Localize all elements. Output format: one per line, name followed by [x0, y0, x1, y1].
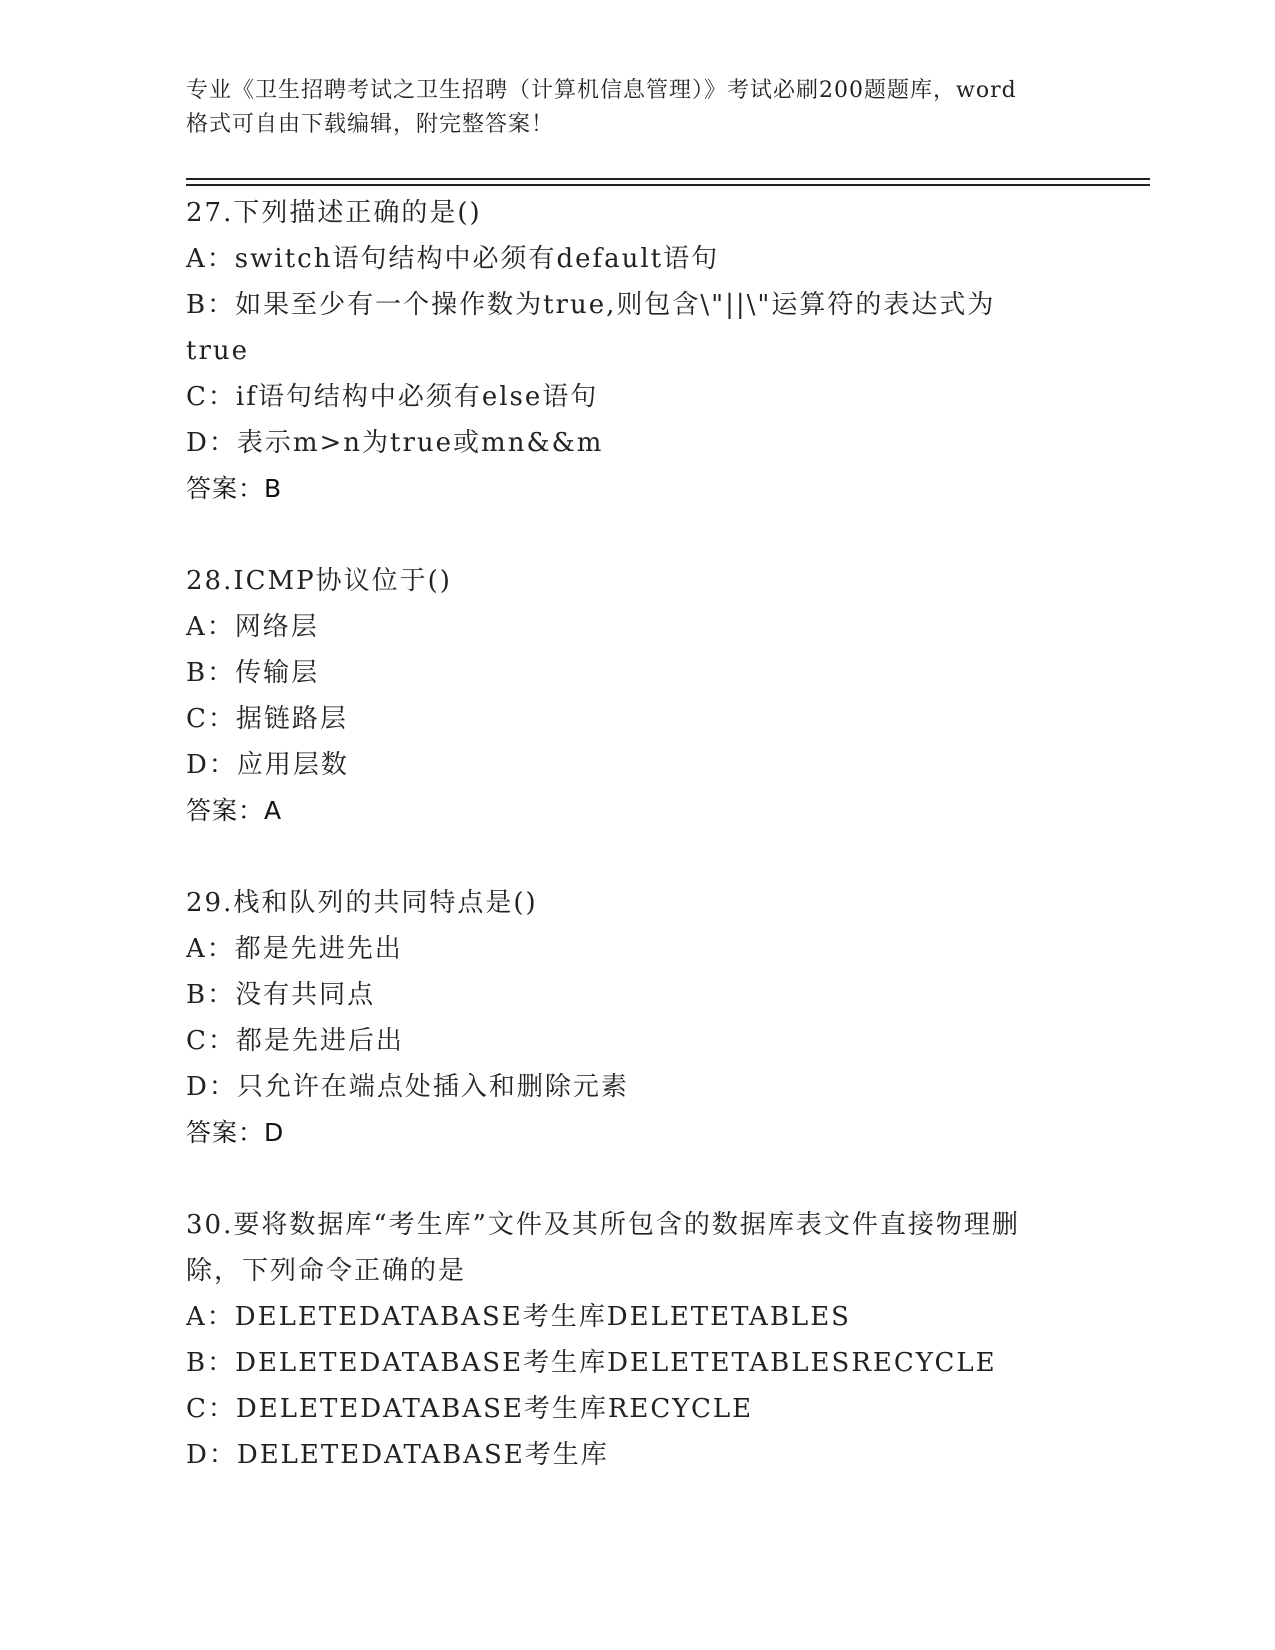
option-c: C：据链路层 — [186, 704, 348, 734]
question-29 — [186, 880, 1116, 1156]
option-d: D：只允许在端点处插入和删除元素 — [186, 1072, 629, 1102]
option-d: D：表示m>n为true或mn&&m — [186, 428, 604, 458]
question-list — [186, 190, 1116, 1524]
answer-label: 答案：A — [186, 796, 283, 825]
option-b-continued: true — [186, 336, 250, 366]
document-header — [186, 74, 1086, 142]
header-line-2: 格式可自由下载编辑，附完整答案！ — [186, 112, 555, 137]
option-a: A：switch语句结构中必须有default语句 — [186, 244, 720, 274]
option-b: B：没有共同点 — [186, 980, 376, 1010]
question-stem: 27.下列描述正确的是() — [186, 198, 482, 228]
option-c: C：if语句结构中必须有else语句 — [186, 382, 599, 412]
option-b: B：如果至少有一个操作数为true,则包含\"||\"运算符的表达式为 — [186, 290, 996, 320]
question-stem: 28.ICMP协议位于() — [186, 566, 452, 596]
question-stem: 29.栈和队列的共同特点是() — [186, 888, 538, 918]
header-line-1: 专业《卫生招聘考试之卫生招聘（计算机信息管理）》考试必刷200题题库，word — [186, 78, 1017, 103]
question-stem-continued: 除，下列命令正确的是 — [186, 1256, 467, 1286]
question-27 — [186, 190, 1116, 512]
option-a: A：都是先进先出 — [186, 934, 403, 964]
option-c: C：都是先进后出 — [186, 1026, 404, 1056]
option-d: D：DELETEDATABASE考生库 — [186, 1440, 609, 1470]
question-30 — [186, 1202, 1116, 1478]
option-d: D：应用层数 — [186, 750, 349, 780]
header-divider-bottom — [186, 184, 1150, 186]
option-b: B：传输层 — [186, 658, 320, 688]
answer-label: 答案：D — [186, 1118, 285, 1147]
option-a: A：DELETEDATABASE考生库DELETETABLES — [186, 1302, 851, 1332]
option-c: C：DELETEDATABASE考生库RECYCLE — [186, 1394, 754, 1424]
option-a: A：网络层 — [186, 612, 319, 642]
option-b: B：DELETEDATABASE考生库DELETETABLESRECYCLE — [186, 1348, 997, 1378]
question-stem: 30.要将数据库“考生库”文件及其所包含的数据库表文件直接物理删 — [186, 1210, 1020, 1240]
answer-label: 答案：B — [186, 474, 283, 503]
header-divider-top — [186, 178, 1150, 180]
question-28 — [186, 558, 1116, 834]
